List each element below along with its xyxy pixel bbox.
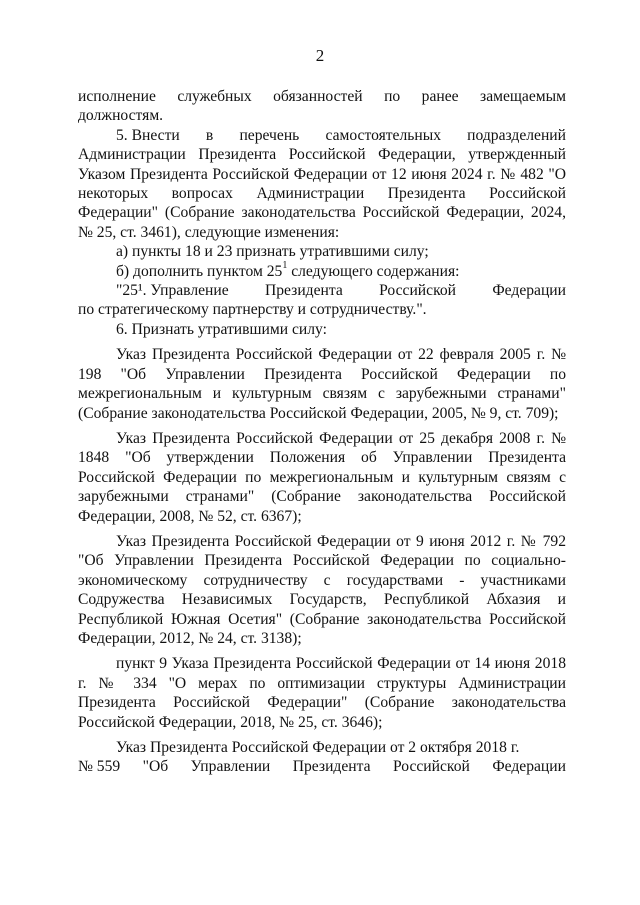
word: Федерации — [492, 282, 566, 300]
repealed-decree-2: Указ Президента Российской Федерации от 25 декабря 2008 г. № 1848 "Об утверждении Положения об Управлении Президента Российской Федерации по межрегиональным и культурным связям с зарубежными странами" (Собрание законодательства Российской Федерации, 2008, № 52, ст. 6367); — [78, 429, 566, 525]
word: № 559 — [78, 758, 121, 776]
word: ранее — [421, 88, 459, 105]
word: Президента — [264, 282, 343, 300]
word: Российской — [379, 282, 456, 300]
word: Российской — [393, 758, 470, 776]
repealed-decree-1: Указ Президента Российской Федерации от 22 февраля 2005 г. № 198 "Об Управлении Президента Российской Федерации по межрегиональным и культурным связям с зарубежными странами" (Собрание законодательства Российской Федерации, 2005, № 9, ст. 709); — [78, 346, 566, 422]
quoted-item-first-line — [78, 281, 566, 300]
word: Управлении — [190, 758, 271, 776]
paragraph-continuation-end: должностям. — [78, 107, 164, 125]
word: по — [384, 88, 401, 105]
superscript: 1 — [282, 260, 288, 272]
repealed-decree-4: пункт 9 Указа Президента Российской Федерации от 14 июня 2018 г. № 334 "О мерах по оптимизации структуры Администрации Президента Российской Федерации" (Собрание законодательства Российской Федерации, 2018, № 25, ст. 3646); — [78, 655, 566, 731]
document-body — [78, 87, 566, 777]
page-number: 2 — [315, 46, 325, 65]
word: обязанностей — [273, 88, 363, 105]
word: в — [205, 126, 214, 144]
repealed-decree-3: Указ Президента Российской Федерации от 9 июня 2012 г. № 792 "Об Управлении Президента Российской Федерации по социально-экономическому сотрудничеству с государствами - участниками Содружества Независимых Государств, Республикой Абхазия и Республикой Южная Осетия" (Собрание законодательства Российской Федерации, 2012, № 24, ст. 3138); — [78, 532, 566, 647]
item-5-first-line — [78, 126, 566, 145]
word: служебных — [177, 88, 252, 105]
quoted-item-end: по стратегическому партнерству и сотрудничеству.". — [78, 301, 427, 319]
item-5-subitem-a: а) пункты 18 и 23 признать утратившими силу; — [116, 243, 429, 261]
paragraph-continuation-line — [78, 87, 566, 106]
word: исполнение — [78, 88, 156, 105]
repealed-decree-5-first-line: Указ Президента Российской Федерации от 2 октября 2018 г. — [116, 739, 520, 756]
word: "25¹. Управление — [116, 282, 229, 300]
subitem-b-prefix: б) дополнить пунктом 25 — [116, 262, 283, 280]
item-5-text: Администрации Президента Российской Федерации, утвержденный Указом Президента Российской Федерации от 12 июня 2024 г. № 482 "О некоторых вопросах Администрации Президента Российской Федерации" (Собрание законодательства Российской Федерации, 2024, № 25, ст. 3461), следующие изменения: — [78, 146, 566, 241]
word: Президента — [292, 758, 371, 776]
word: самостоятельных — [325, 126, 441, 144]
word: подразделений — [467, 126, 566, 144]
item-5-subitem-b — [78, 262, 566, 281]
word: замещаемым — [480, 88, 566, 105]
word: Федерации — [492, 758, 566, 776]
subitem-b-suffix: следующего содержания: — [287, 262, 460, 280]
repealed-decree-5-second-line — [78, 757, 566, 776]
word: 5. Внести — [116, 126, 180, 144]
item-6-heading: 6. Признать утратившими силу: — [116, 320, 327, 338]
word: "Об — [142, 758, 169, 776]
word: перечень — [239, 126, 300, 144]
